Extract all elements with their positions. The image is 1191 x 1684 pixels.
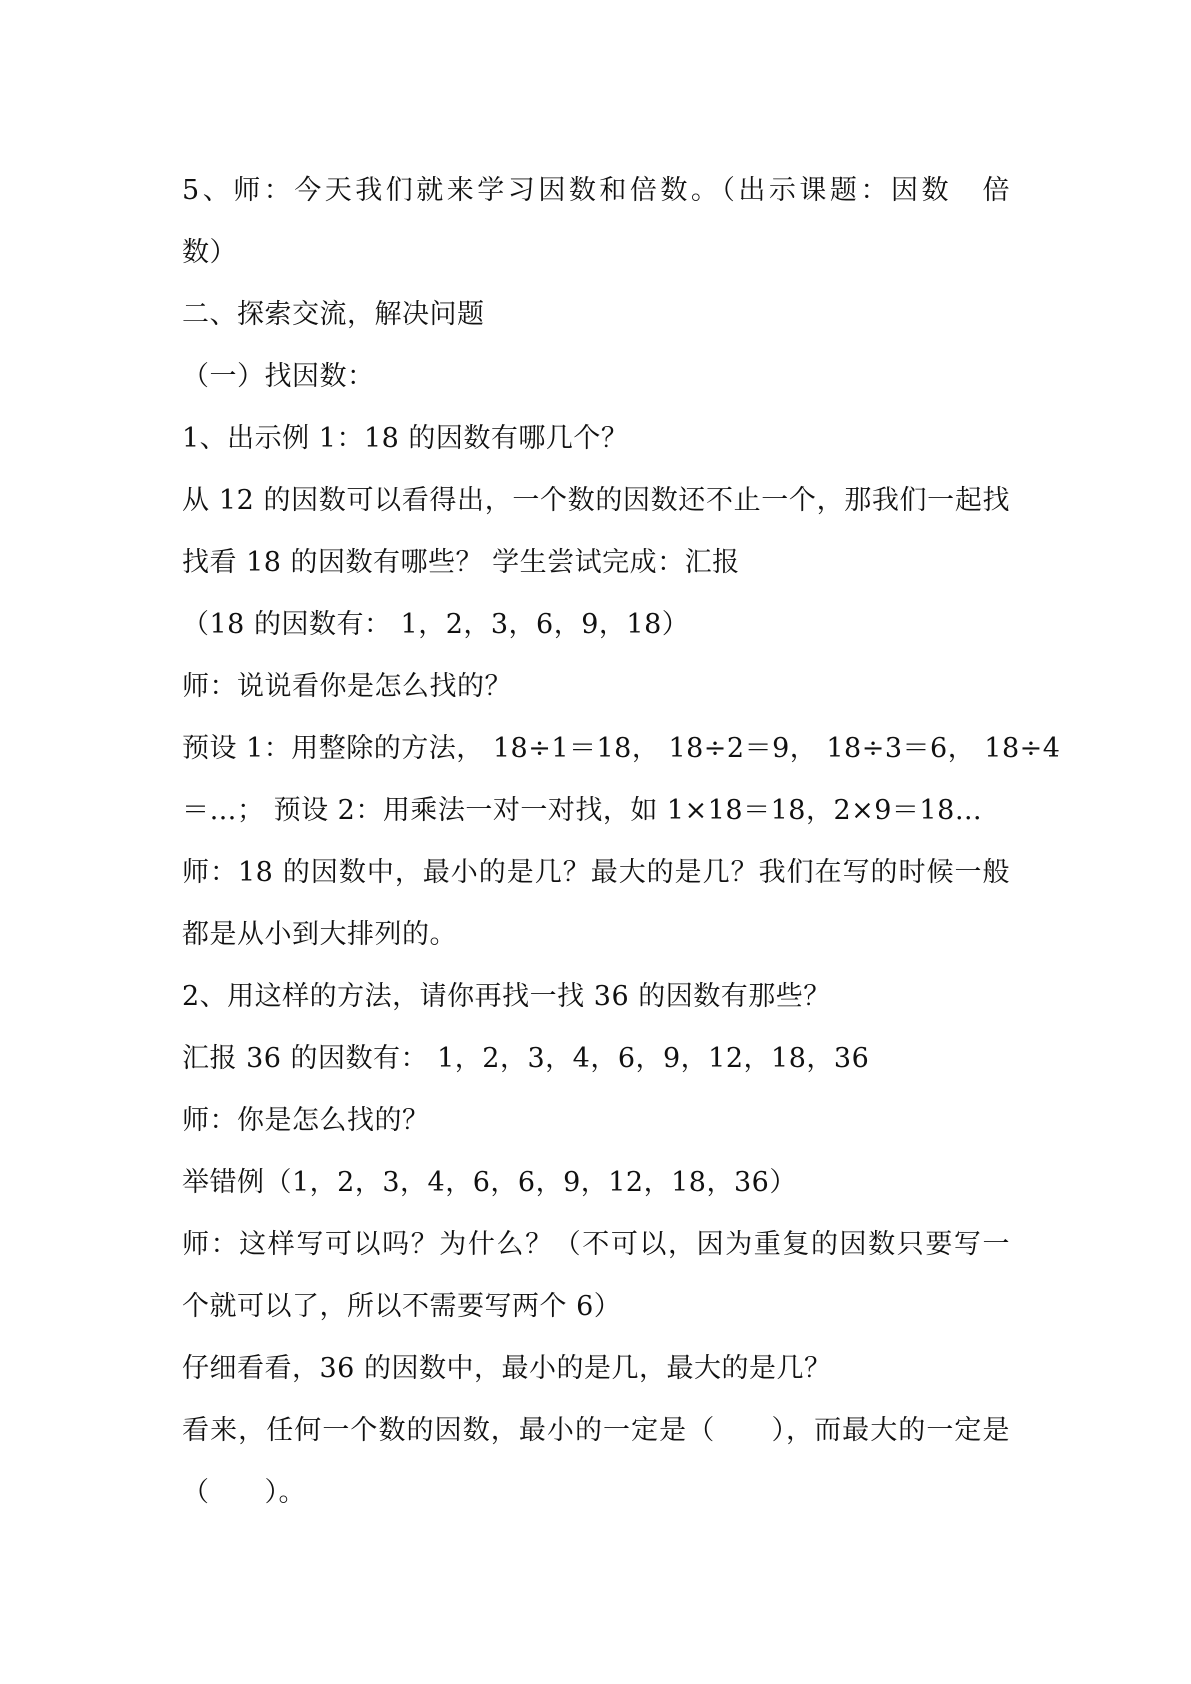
- text-line: 数）: [182, 237, 237, 268]
- text-line: 5、师：今天我们就来学习因数和倍数。（出示课题：因数 倍: [182, 175, 1010, 206]
- text-line: 2、用这样的方法，请你再找一找 36 的因数有那些？: [182, 981, 831, 1012]
- section-heading: 二、探索交流，解决问题: [182, 299, 485, 330]
- subsection-heading: （一）找因数：: [182, 361, 375, 392]
- text-line: 师：说说看你是怎么找的？: [182, 671, 512, 702]
- text-line: 举错例（1，2，3，4，6，6，9，12，18，36）: [182, 1167, 797, 1198]
- text-line: 汇报 36 的因数有： 1，2，3，4，6，9，12，18，36: [182, 1043, 870, 1074]
- text-line: 仔细看看，36 的因数中，最小的是几，最大的是几？: [182, 1353, 832, 1384]
- text-line: 师：18 的因数中，最小的是几？最大的是几？我们在写的时候一般: [182, 857, 1010, 888]
- text-line: 从 12 的因数可以看得出，一个数的因数还不止一个，那我们一起找: [182, 485, 1010, 516]
- text-line: （18 的因数有： 1，2，3，6，9，18）: [182, 609, 690, 640]
- text-line: 师：这样写可以吗？为什么？（不可以，因为重复的因数只要写一: [182, 1229, 1010, 1260]
- text-line: 预设 1：用整除的方法， 18÷1＝18， 18÷2＝9， 18÷3＝6， 18÷4: [182, 733, 1061, 764]
- text-line: 找看 18 的因数有哪些？ 学生尝试完成：汇报: [182, 547, 740, 578]
- text-line: （ ）。: [182, 1477, 306, 1508]
- text-line: 1、出示例 1：18 的因数有哪几个？: [182, 423, 629, 454]
- text-line: ＝…； 预设 2：用乘法一对一对找，如 1×18＝18，2×9＝18…: [182, 795, 983, 826]
- lesson-text: [182, 160, 1061, 1524]
- text-line: 都是从小到大排列的。: [182, 919, 457, 950]
- text-line: 个就可以了，所以不需要写两个 6）: [182, 1291, 622, 1322]
- text-line: 师：你是怎么找的？: [182, 1105, 430, 1136]
- text-line: 看来，任何一个数的因数，最小的一定是（ ），而最大的一定是: [182, 1415, 1010, 1446]
